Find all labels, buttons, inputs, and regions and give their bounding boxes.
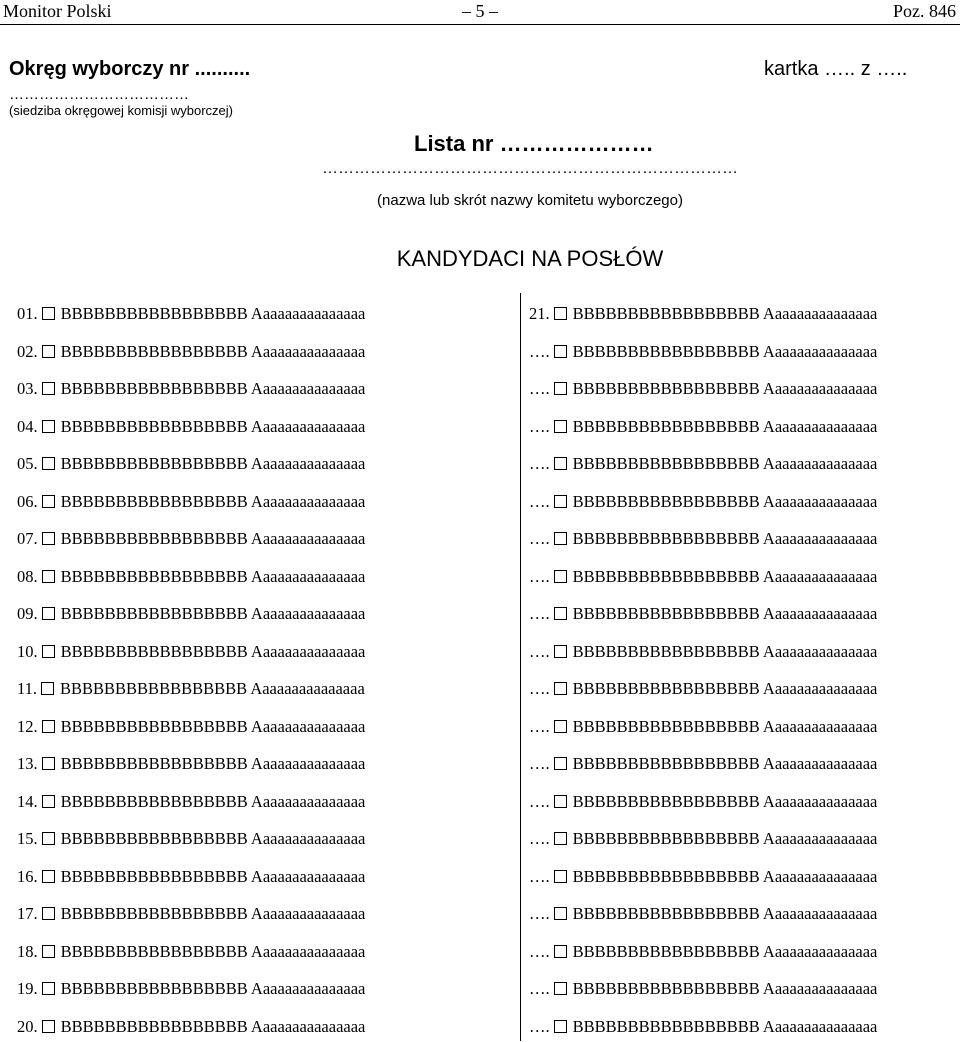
candidate-number: 08. [17, 566, 38, 586]
candidate-number: 17. [17, 904, 38, 923]
candidate-number: 05. [17, 454, 38, 473]
candidate-checkbox[interactable] [554, 495, 567, 508]
candidate-checkbox[interactable] [554, 795, 567, 808]
candidate-name: BBBBBBBBBBBBBBBBB Aaaaaaaaaaaaaaa [60, 379, 366, 398]
candidate-name: BBBBBBBBBBBBBBBBB Aaaaaaaaaaaaaaa [60, 754, 366, 773]
candidate-row [529, 942, 877, 962]
candidate-name: BBBBBBBBBBBBBBBBB Aaaaaaaaaaaaaaa [60, 341, 366, 361]
candidate-name: BBBBBBBBBBBBBBBBB Aaaaaaaaaaaaaaa [60, 529, 366, 548]
candidate-checkbox[interactable] [42, 457, 55, 470]
candidate-number: 19. [17, 979, 38, 998]
candidate-number: …. [529, 604, 550, 623]
candidate-number: …. [529, 416, 550, 436]
committee-name-field: …………………………………………………………………… [322, 160, 738, 177]
candidate-checkbox[interactable] [554, 607, 567, 620]
candidate-number: …. [529, 379, 550, 398]
candidate-name: BBBBBBBBBBBBBBBBB Aaaaaaaaaaaaaaa [572, 566, 878, 586]
candidate-checkbox[interactable] [42, 1020, 55, 1033]
candidate-name: BBBBBBBBBBBBBBBBB Aaaaaaaaaaaaaaa [572, 379, 878, 398]
list-number-label: Lista nr ………………… [414, 131, 654, 156]
candidate-name: BBBBBBBBBBBBBBBBB Aaaaaaaaaaaaaaa [60, 604, 366, 623]
candidate-checkbox[interactable] [42, 645, 55, 658]
sheet-label: kartka ….. z ….. [764, 58, 908, 80]
candidate-number: 16. [17, 866, 38, 886]
candidate-number: …. [529, 679, 550, 698]
candidate-row [529, 754, 877, 774]
candidate-row [17, 867, 365, 887]
candidate-name: BBBBBBBBBBBBBBBBB Aaaaaaaaaaaaaaa [572, 529, 878, 548]
candidate-row [529, 304, 877, 324]
district-seat-caption: (siedziba okręgowej komisji wyborczej) [9, 103, 233, 118]
candidate-row [17, 379, 365, 399]
candidate-checkbox[interactable] [42, 420, 55, 433]
candidate-number: …. [529, 529, 550, 548]
candidate-checkbox[interactable] [42, 870, 55, 883]
candidate-row [529, 454, 877, 474]
candidate-name: BBBBBBBBBBBBBBBBB Aaaaaaaaaaaaaaa [60, 716, 366, 736]
candidate-checkbox[interactable] [42, 495, 55, 508]
candidate-number: …. [529, 904, 550, 923]
candidate-name: BBBBBBBBBBBBBBBBB Aaaaaaaaaaaaaaa [572, 791, 878, 811]
candidate-number: …. [529, 641, 550, 661]
candidate-checkbox[interactable] [42, 757, 55, 770]
candidate-checkbox[interactable] [42, 907, 55, 920]
candidate-row [17, 717, 365, 737]
candidate-name: BBBBBBBBBBBBBBBBB Aaaaaaaaaaaaaaa [60, 679, 365, 698]
candidate-name: BBBBBBBBBBBBBBBBB Aaaaaaaaaaaaaaa [572, 679, 878, 698]
candidate-name: BBBBBBBBBBBBBBBBB Aaaaaaaaaaaaaaa [60, 829, 366, 848]
candidate-row [17, 942, 365, 962]
candidate-number: 21. [529, 304, 550, 323]
candidate-checkbox[interactable] [554, 682, 567, 695]
candidate-checkbox[interactable] [42, 532, 55, 545]
candidate-checkbox[interactable] [554, 1020, 567, 1033]
candidate-number: 02. [17, 341, 38, 361]
candidate-number: …. [529, 716, 550, 736]
candidate-name: BBBBBBBBBBBBBBBBB Aaaaaaaaaaaaaaa [60, 904, 366, 923]
candidate-number: 18. [17, 941, 38, 961]
candidate-checkbox[interactable] [554, 307, 567, 320]
candidate-row [529, 1017, 877, 1037]
district-label: Okręg wyborczy nr .......... [9, 58, 251, 80]
candidate-name: BBBBBBBBBBBBBBBBB Aaaaaaaaaaaaaaa [572, 641, 878, 661]
candidate-row [529, 379, 877, 399]
candidate-name: BBBBBBBBBBBBBBBBB Aaaaaaaaaaaaaaa [572, 866, 878, 886]
candidate-name: BBBBBBBBBBBBBBBBB Aaaaaaaaaaaaaaa [60, 304, 366, 323]
candidate-number: 06. [17, 491, 38, 511]
candidate-number: 10. [17, 641, 38, 661]
candidate-checkbox[interactable] [41, 682, 54, 695]
candidate-row [17, 792, 365, 812]
candidate-number: 14. [17, 791, 38, 811]
candidate-row [17, 342, 365, 362]
candidate-checkbox[interactable] [554, 570, 567, 583]
candidate-checkbox[interactable] [554, 982, 567, 995]
candidate-row [17, 904, 365, 924]
candidate-number: 13. [17, 754, 38, 773]
candidate-name: BBBBBBBBBBBBBBBBB Aaaaaaaaaaaaaaa [572, 304, 878, 323]
district-seat-field: ……………………………… [9, 86, 189, 103]
candidate-checkbox[interactable] [554, 720, 567, 733]
candidate-name: BBBBBBBBBBBBBBBBB Aaaaaaaaaaaaaaa [572, 979, 878, 998]
candidate-name: BBBBBBBBBBBBBBBBB Aaaaaaaaaaaaaaa [572, 604, 878, 623]
candidate-row [17, 642, 365, 662]
candidate-name: BBBBBBBBBBBBBBBBB Aaaaaaaaaaaaaaa [572, 491, 878, 511]
page-number: – 5 – [462, 1, 498, 21]
committee-name-caption: (nazwa lub skrót nazwy komitetu wyborczego) [377, 192, 683, 209]
column-divider [520, 293, 521, 1041]
candidate-name: BBBBBBBBBBBBBBBBB Aaaaaaaaaaaaaaa [60, 416, 366, 436]
candidate-number: …. [529, 1016, 550, 1036]
candidate-number: …. [529, 454, 550, 473]
candidate-number: …. [529, 754, 550, 773]
candidate-name: BBBBBBBBBBBBBBBBB Aaaaaaaaaaaaaaa [60, 641, 366, 661]
candidate-row [17, 679, 365, 699]
candidate-row [17, 454, 365, 474]
candidate-row [529, 417, 877, 437]
candidate-checkbox[interactable] [554, 382, 567, 395]
candidate-number: 11. [17, 679, 38, 698]
candidate-number: …. [529, 829, 550, 848]
journal-name: Monitor Polski [3, 1, 112, 21]
candidate-name: BBBBBBBBBBBBBBBBB Aaaaaaaaaaaaaaa [60, 566, 366, 586]
candidate-checkbox[interactable] [42, 607, 55, 620]
candidate-checkbox[interactable] [554, 757, 567, 770]
candidate-name: BBBBBBBBBBBBBBBBB Aaaaaaaaaaaaaaa [572, 829, 878, 848]
candidate-name: BBBBBBBBBBBBBBBBB Aaaaaaaaaaaaaaa [60, 1016, 366, 1036]
candidate-number: 07. [17, 529, 38, 548]
page-header [0, 0, 960, 25]
candidate-row [529, 792, 877, 812]
candidate-row [529, 829, 877, 849]
candidate-number: …. [529, 979, 550, 998]
candidate-row [17, 304, 365, 324]
candidate-row [529, 642, 877, 662]
candidate-checkbox[interactable] [554, 832, 567, 845]
candidate-checkbox[interactable] [42, 832, 55, 845]
candidate-checkbox[interactable] [42, 570, 55, 583]
candidate-checkbox[interactable] [42, 307, 55, 320]
candidate-checkbox[interactable] [554, 345, 567, 358]
candidate-name: BBBBBBBBBBBBBBBBB Aaaaaaaaaaaaaaa [60, 491, 366, 511]
candidate-row [17, 417, 365, 437]
candidate-row [17, 1017, 365, 1037]
candidate-checkbox[interactable] [42, 795, 55, 808]
candidate-number: 01. [17, 304, 38, 323]
candidate-number: 09. [17, 604, 38, 623]
candidate-checkbox[interactable] [554, 945, 567, 958]
candidate-number: …. [529, 341, 550, 361]
candidate-name: BBBBBBBBBBBBBBBBB Aaaaaaaaaaaaaaa [60, 454, 366, 473]
candidate-row [17, 829, 365, 849]
candidate-name: BBBBBBBBBBBBBBBBB Aaaaaaaaaaaaaaa [572, 754, 878, 773]
candidate-name: BBBBBBBBBBBBBBBBB Aaaaaaaaaaaaaaa [572, 716, 878, 736]
candidate-number: 04. [17, 416, 38, 436]
candidate-row [529, 529, 877, 549]
candidate-checkbox[interactable] [554, 870, 567, 883]
candidate-checkbox[interactable] [42, 382, 55, 395]
candidate-number: 15. [17, 829, 38, 848]
candidate-checkbox[interactable] [42, 345, 55, 358]
candidate-name: BBBBBBBBBBBBBBBBB Aaaaaaaaaaaaaaa [572, 416, 878, 436]
candidate-checkbox[interactable] [554, 907, 567, 920]
candidate-checkbox[interactable] [42, 945, 55, 958]
candidate-name: BBBBBBBBBBBBBBBBB Aaaaaaaaaaaaaaa [572, 904, 878, 923]
candidate-row [529, 604, 877, 624]
candidate-row [17, 604, 365, 624]
candidate-row [529, 717, 877, 737]
candidate-row [529, 904, 877, 924]
candidate-number: 20. [17, 1016, 38, 1036]
candidate-checkbox[interactable] [554, 457, 567, 470]
candidate-checkbox[interactable] [42, 720, 55, 733]
section-title: KANDYDACI NA POSŁÓW [396, 246, 664, 271]
candidate-checkbox[interactable] [554, 420, 567, 433]
candidate-name: BBBBBBBBBBBBBBBBB Aaaaaaaaaaaaaaa [572, 941, 878, 961]
candidate-checkbox[interactable] [554, 532, 567, 545]
candidate-name: BBBBBBBBBBBBBBBBB Aaaaaaaaaaaaaaa [572, 454, 878, 473]
candidate-row [529, 342, 877, 362]
candidate-row [17, 529, 365, 549]
candidate-row [529, 979, 877, 999]
candidate-row [529, 867, 877, 887]
candidate-number: …. [529, 941, 550, 961]
candidate-name: BBBBBBBBBBBBBBBBB Aaaaaaaaaaaaaaa [572, 1016, 878, 1036]
candidate-row [529, 492, 877, 512]
candidate-number: …. [529, 791, 550, 811]
candidate-row [529, 567, 877, 587]
candidate-row [529, 679, 877, 699]
candidate-name: BBBBBBBBBBBBBBBBB Aaaaaaaaaaaaaaa [60, 979, 366, 998]
candidate-row [17, 567, 365, 587]
candidate-row [17, 979, 365, 999]
candidate-name: BBBBBBBBBBBBBBBBB Aaaaaaaaaaaaaaa [60, 941, 366, 961]
candidate-row [17, 754, 365, 774]
position-number: Poz. 846 [893, 1, 956, 21]
candidate-name: BBBBBBBBBBBBBBBBB Aaaaaaaaaaaaaaa [572, 341, 878, 361]
candidate-number: …. [529, 491, 550, 511]
candidate-number: …. [529, 866, 550, 886]
candidate-name: BBBBBBBBBBBBBBBBB Aaaaaaaaaaaaaaa [60, 791, 366, 811]
candidate-checkbox[interactable] [42, 982, 55, 995]
candidate-row [17, 492, 365, 512]
candidate-number: 03. [17, 379, 38, 398]
candidate-number: …. [529, 566, 550, 586]
candidate-checkbox[interactable] [554, 645, 567, 658]
candidate-name: BBBBBBBBBBBBBBBBB Aaaaaaaaaaaaaaa [60, 866, 366, 886]
candidate-number: 12. [17, 716, 38, 736]
